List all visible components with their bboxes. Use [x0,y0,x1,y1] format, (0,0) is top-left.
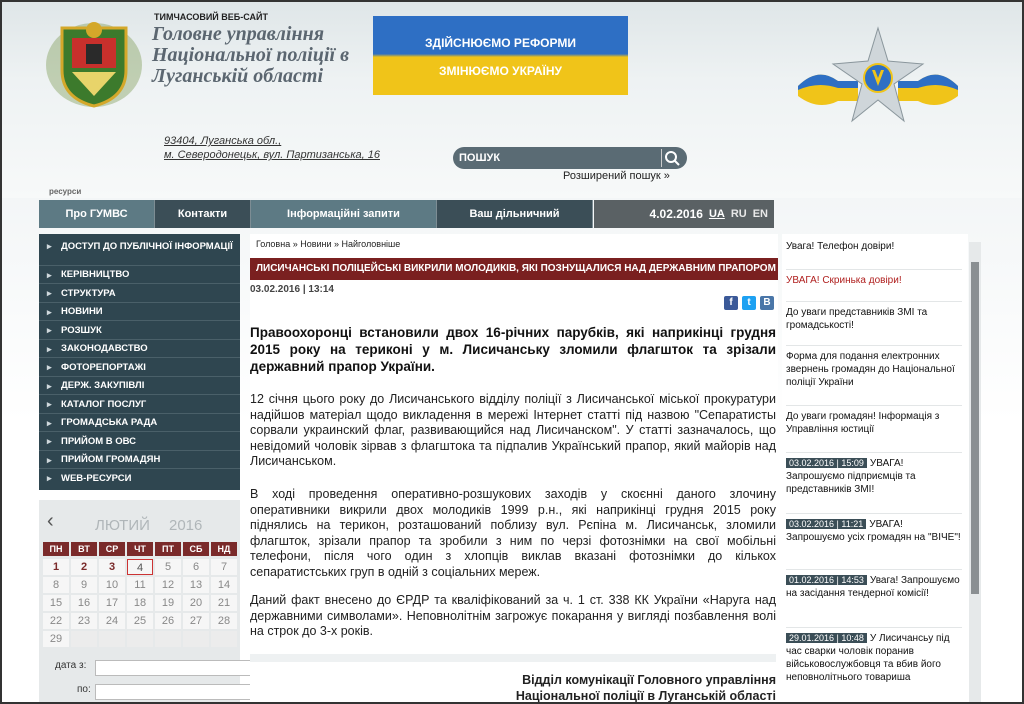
date-to-label: по: [77,684,91,695]
calendar-day[interactable]: 3 [99,559,125,575]
nav-contacts[interactable]: Контакти [155,200,251,228]
calendar-weekday: СР [99,542,125,556]
sidebar-item-ovs-reception[interactable]: ▸ ПРИЙОМ В ОВС [39,432,240,451]
banner-line-1: ЗДІЙСНЮЄМО РЕФОРМИ [425,36,576,50]
calendar-weekday: ПТ [155,542,181,556]
calendar-empty-cell [99,631,125,647]
sidebar-item-public-council[interactable]: ▸ ГРОМАДСЬКА РАДА [39,414,240,432]
sidebar-item-public-info[interactable]: ▸ ДОСТУП ДО ПУБЛІЧНОЇ ІНФОРМАЦІЇ [39,238,240,266]
article-paragraph-3: Даний факт внесено до ЄРДР та кваліфікований за ч. 1 ст. 338 КК України «Наруга над державними символами». Неповнолітнім загрожує покарання у вигляді позбавлення волі на строк до 3-х років. [250,593,776,638]
calendar-day[interactable]: 8 [43,577,69,593]
news-title: Увага! Телефон довіри! [786,241,895,252]
calendar-day[interactable]: 5 [155,559,181,575]
right-news-item[interactable] [786,518,962,544]
article-date: 03.02.2016 | 13:14 [250,284,334,295]
news-date-badge: 01.02.2016 | 14:53 [786,575,867,585]
article-lead: Правоохоронці встановили двох 16-річних парубків, які наприкінці грудня 2015 року на териконі у м. Лисичанську зломили флагшток та зрізали державний прапор України. [250,325,776,374]
date-from-label: дата з: [55,660,87,671]
signature-line-2: Національної поліції в Луганській області [515,689,776,703]
right-news-item[interactable] [786,632,962,684]
divider [786,405,962,406]
article-paragraph-2: В ході проведення оперативно-розшукових заходів у скоєнні даного злочину оперативники викрили двох молодиків 1999 р.н., які наприкінці грудня 2015 року піднялись на терикон, розташований поблизу вул. Рєпіна м. Лисичанськ, зломили флагшток, зрізали прапор та зробили з ним по черзі фотознімки на свої мобільні телефони, після чого один з хлопців виклав вказані фотознімки до кількох сепаратистських груп в одній з соціальних мереж. [250,487,776,579]
regional-coat-of-arms-logo[interactable] [42,10,146,110]
share-buttons [724,296,774,310]
calendar-weekday: НД [211,542,237,556]
sidebar-item-wanted[interactable]: ▸ РОЗШУК [39,321,240,340]
address[interactable] [164,134,380,162]
sidebar-item-web-resources[interactable]: ▸ WEB-РЕСУРСИ [39,469,240,488]
calendar-day[interactable]: 23 [71,613,97,629]
scrollbar[interactable] [969,242,981,704]
sidebar-item-news[interactable]: ▸ НОВИНИ [39,303,240,321]
news-date-badge: 03.02.2016 | 15:09 [786,458,867,468]
date-language-bar [594,200,774,228]
search-input[interactable] [459,150,657,166]
calendar-day[interactable]: 2 [71,559,97,575]
divider [786,513,962,514]
calendar-empty-cell [211,631,237,647]
news-title: УВАГА! Скринька довіри! [786,275,902,286]
nav-about[interactable]: Про ГУМВС [39,200,155,228]
calendar-empty-cell [155,631,181,647]
right-sidebar [782,234,968,704]
calendar-day[interactable]: 24 [99,613,125,629]
calendar-day[interactable]: 28 [211,613,237,629]
calendar-weekday: ЧТ [127,542,153,556]
news-title: УВАГА! Запрошуємо підприємців та представників ЗМІ! [786,458,916,495]
news-date-badge: 29.01.2016 | 10:48 [786,633,867,643]
calendar-day[interactable]: 13 [183,577,209,593]
site-subtitle: ТИМЧАСОВИЙ ВЕБ-САЙТ [154,12,268,22]
nav-info-requests[interactable]: Інформаційні запити [251,200,437,228]
article-main [250,234,778,704]
lang-ru[interactable]: RU [730,208,747,220]
calendar-day[interactable]: 11 [127,577,153,593]
calendar-weekday: СБ [183,542,209,556]
advanced-search-link[interactable]: Розширений пошук » [563,170,670,182]
sidebar-item-legislation[interactable]: ▸ ЗАКОНОДАВСТВО [39,340,240,358]
address-line-2: м. Северодонецьк, вул. Партизанська, 16 [164,149,380,161]
calendar-day[interactable]: 15 [43,595,69,611]
news-title: До уваги представників ЗМІ та громадськості! [786,307,928,331]
current-date: 4.02.2016 [649,207,703,221]
calendar-day[interactable]: 6 [183,559,209,575]
sidebar-menu [39,234,240,490]
sidebar-item-photo-reports[interactable]: ▸ ФОТОРЕПОРТАЖІ [39,358,240,377]
sidebar-item-leadership[interactable]: ▸ КЕРІВНИЦТВО [39,266,240,284]
calendar-day[interactable]: 17 [99,595,125,611]
divider [786,627,962,628]
site-header [2,2,1022,198]
sidebar-item-citizens-reception[interactable]: ▸ ПРИЙОМ ГРОМАДЯН [39,451,240,469]
site-title[interactable]: Головне управління Національної поліції в Луганській області [152,23,350,87]
nav-your-officer[interactable]: Ваш дільничний [437,200,593,228]
calendar-day[interactable]: 26 [155,613,181,629]
news-title: УВАГА! Запрошуємо усіх громадян на "ВІЧЕ"! [786,519,961,543]
calendar-day[interactable]: 25 [127,613,153,629]
news-title: Увага! Запрошуємо на засідання тендерної комісії! [786,575,960,599]
lang-en[interactable]: EN [752,208,768,220]
right-news-item[interactable] [786,574,962,600]
article-paragraph-1: 12 січня цього року до Лисичанського відділу поліції з Лисичанської міської прокуратури надійшов матеріал щодо викладення в мережі Інтернет статті під назвою "Сепаратисты сорвали украинский флаг, развивающийся над Лисичанском". У статті зазначалось, що невідомий чоловік зірвав з флагштока та підпалив Український прапор, який майорів над Лисичанськом. [250,392,776,468]
calendar-month: ЛЮТИЙ [95,517,150,534]
news-title: У Лисичансьу під час сварки чоловік поранив військовослужбовця та вбив його неповнолітнього товариша [786,633,950,683]
vk-icon[interactable]: B [760,296,774,310]
calendar-day[interactable]: 22 [43,613,69,629]
article-headline: ЛИСИЧАНСЬКІ ПОЛІЦЕЙСЬКІ ВИКРИЛИ МОЛОДИКІВ, ЯКІ ПОЗНУЩАЛИСЯ НАД ДЕРЖАВНИМ ПРАПОРОМ [250,258,778,280]
calendar-day[interactable]: 1 [43,559,69,575]
lang-ua[interactable]: UA [708,208,725,220]
right-news-item[interactable] [786,306,962,332]
banner-line-2: ЗМІНЮЄМО УКРАЇНУ [439,64,562,78]
calendar-empty-cell [183,631,209,647]
scrollbar-thumb[interactable] [971,262,979,594]
right-news-item[interactable] [786,457,962,496]
chevron-left-icon[interactable]: ‹ [47,510,54,532]
facebook-icon[interactable]: f [724,296,738,310]
calendar-weekday: ПН [43,542,69,556]
divider [786,301,962,302]
sidebar-item-services[interactable]: ▸ КАТАЛОГ ПОСЛУГ [39,395,240,414]
police-star-emblem [798,26,958,136]
news-title: До уваги громадян! Інформація з Управління юстиції [786,411,940,435]
calendar-day[interactable]: 20 [183,595,209,611]
date-to-field[interactable] [95,684,253,700]
divider [786,569,962,570]
date-from-field[interactable] [95,660,253,676]
sidebar-item-procurement[interactable]: ▸ ДЕРЖ. ЗАКУПІВЛІ [39,377,240,395]
calendar-widget [39,500,240,704]
right-news-item[interactable] [786,274,962,287]
calendar-weekday: ВТ [71,542,97,556]
news-title: Форма для подання електронних звернень громадян до Національної поліції України [786,351,955,388]
calendar-year: 2016 [169,517,203,534]
divider [786,345,962,346]
calendar-day[interactable]: 19 [155,595,181,611]
news-date-badge: 03.02.2016 | 11:21 [786,519,866,529]
calendar-day[interactable]: 21 [211,595,237,611]
divider [786,269,962,270]
calendar-day[interactable]: 10 [99,577,125,593]
calendar-empty-cell [71,631,97,647]
calendar-day[interactable]: 27 [183,613,209,629]
search-icon [662,149,682,167]
search-button[interactable] [661,149,681,167]
calendar-day[interactable]: 7 [211,559,237,575]
resources-label[interactable]: ресурси [49,187,82,196]
calendar-header [39,506,240,538]
calendar-empty-cell [127,631,153,647]
right-news-item[interactable] [786,350,962,389]
twitter-icon[interactable]: t [742,296,756,310]
calendar-day[interactable]: 4 [127,559,153,575]
calendar-day[interactable]: 29 [43,631,69,647]
calendar-day[interactable]: 9 [71,577,97,593]
calendar-day[interactable]: 18 [127,595,153,611]
reforms-banner[interactable] [373,16,628,95]
signature-line-1: Відділ комунікації Головного управління [522,673,776,687]
breadcrumb[interactable]: Головна » Новини » Найголовніше [256,239,401,249]
divider [786,452,962,453]
article-signature [250,654,776,704]
address-line-1: 93404, Луганська обл., [164,135,282,147]
right-news-item[interactable] [786,410,962,436]
calendar-day[interactable]: 16 [71,595,97,611]
calendar-day[interactable]: 14 [211,577,237,593]
right-news-item[interactable] [786,240,962,253]
sidebar-item-structure[interactable]: ▸ СТРУКТУРА [39,284,240,303]
calendar-day[interactable]: 12 [155,577,181,593]
search-box [453,147,687,169]
